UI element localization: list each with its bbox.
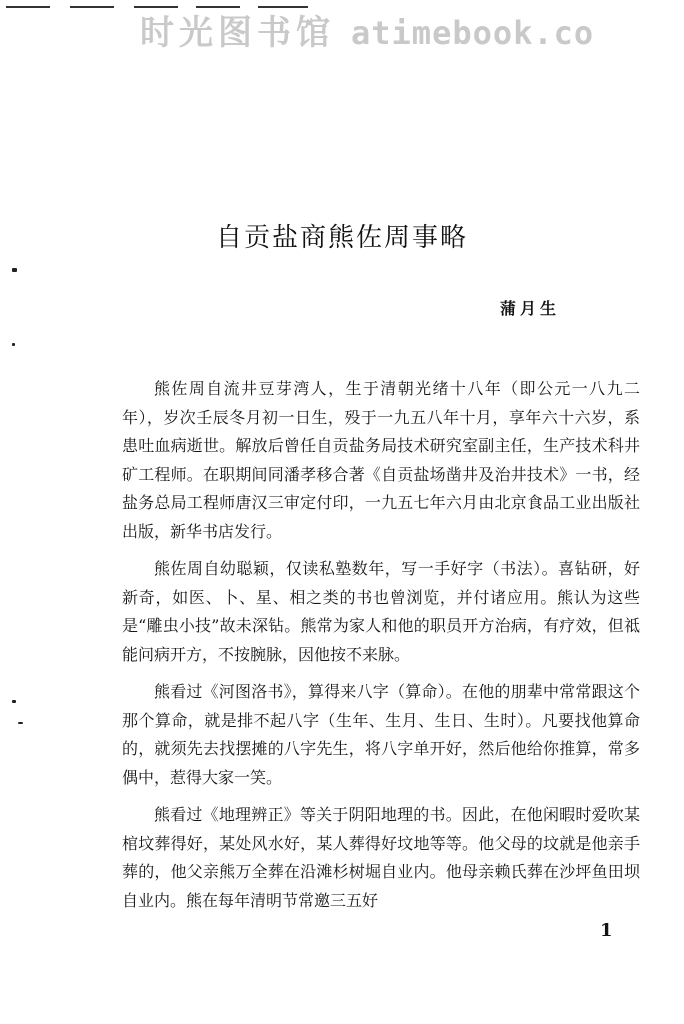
page-number: 1 — [600, 920, 613, 941]
scan-speck — [18, 722, 23, 724]
scan-speck — [12, 343, 15, 346]
paragraph: 熊看过《河图洛书》，算得来八字（算命）。在他的朋辈中常常跟这个那个算命，就是排不起八字（生年、生月、生日、生时）。凡要找他算命的，就须先去找摆摊的八字先生，将八字单开好，然后他给你推算，常多偶中，惹得大家一笑。 — [122, 682, 640, 787]
paragraph: 熊看过《地理辨正》等关于阴阳地理的书。因此，在他闲暇时爱吹某棺坟葬得好，某处风水好，某人葬得好坟地等等。他父母的坟就是他亲手葬的，他父亲熊万全葬在沿滩杉树堀自业内。他母亲赖氏葬在沙坪鱼田坝自业内。熊在每年清明节常邀三五好 — [122, 805, 640, 910]
scan-speck — [12, 700, 16, 703]
rule-mark — [70, 6, 114, 8]
article-author: 蒲月生 — [500, 299, 561, 318]
article-body — [122, 375, 640, 924]
article-title: 自贡盐商熊佐周事略 — [215, 223, 468, 253]
watermark-chinese: 时光图书馆 — [140, 13, 335, 53]
watermark — [140, 8, 680, 58]
paragraph: 熊佐周自流井豆芽湾人，生于清朝光绪十八年（即公元一八九二年），岁次壬辰冬月初一日生，殁于一九五八年十月，享年六十六岁，系患吐血病逝世。解放后曾任自贡盐务局技术研究室副主任，生产技术科井矿工程师。在职期间同潘孝移合著《自贡盐场凿井及治井技术》一书，经盐务总局工程师唐汉三审定付印，一九五七年六月由北京食品工业出版社出版，新华书店发行。 — [122, 379, 640, 541]
scan-speck — [12, 268, 17, 272]
paragraph: 熊佐周自幼聪颖，仅读私塾数年，写一手好字（书法）。喜钻研，好新奇，如医、卜、星、相之类的书也曾浏览，并付诸应用。熊认为这些是“雕虫小技”故未深钻。熊常为家人和他的职员开方治病，有疗效，但祗能问病开方，不按腕脉，因他按不来脉。 — [122, 559, 640, 664]
watermark-domain: atimebook.co — [351, 14, 595, 52]
rule-mark — [6, 6, 50, 8]
